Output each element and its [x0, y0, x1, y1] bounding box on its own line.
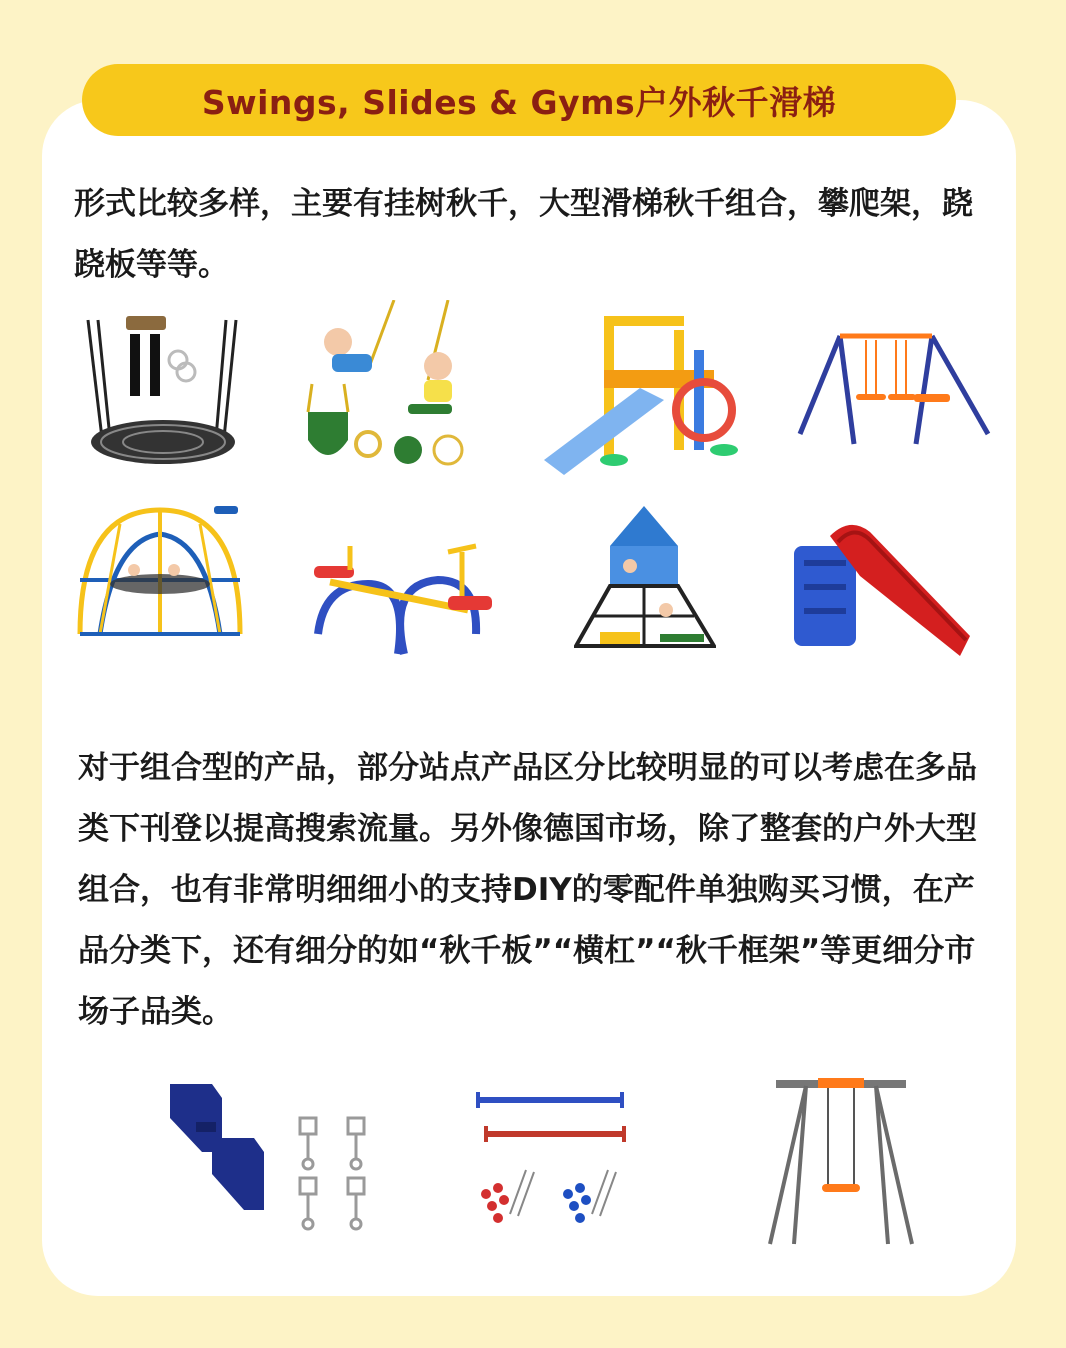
trapeze-bars-image: [468, 1084, 632, 1238]
a-frame-swing-set-image: [796, 326, 996, 456]
toddler-swing-kit-image: [298, 300, 488, 472]
slide-climber-combo-image: [544, 310, 744, 476]
dome-climber-image: [74, 500, 246, 646]
swing-hangers-image: [156, 1078, 396, 1246]
seesaw-image: [308, 524, 498, 672]
nest-swing-image: [78, 310, 248, 470]
page-title: Swings, Slides & Gyms户外秋千滑梯: [82, 64, 956, 136]
intro-paragraph: 形式比较多样，主要有挂树秋千，大型滑梯秋千组合，攀爬架，跷跷板等等。: [74, 186, 973, 283]
single-swing-frame-image: [766, 1076, 916, 1248]
rocket-climbing-tower-image: [574, 506, 716, 664]
detail-paragraph: 对于组合型的产品，部分站点产品区分比较明显的可以考虑在多品类下刊登以提高搜索流量。另外像德国市场，除了整套的户外大型组合，也有非常明细细小的支持DIY的零配件单独购买习惯，在产品分类下，还有细分的如“秋千板”“横杠”“秋千框架”等更细分市场子品类。: [78, 750, 977, 1030]
toddler-slide-image: [790, 516, 974, 664]
